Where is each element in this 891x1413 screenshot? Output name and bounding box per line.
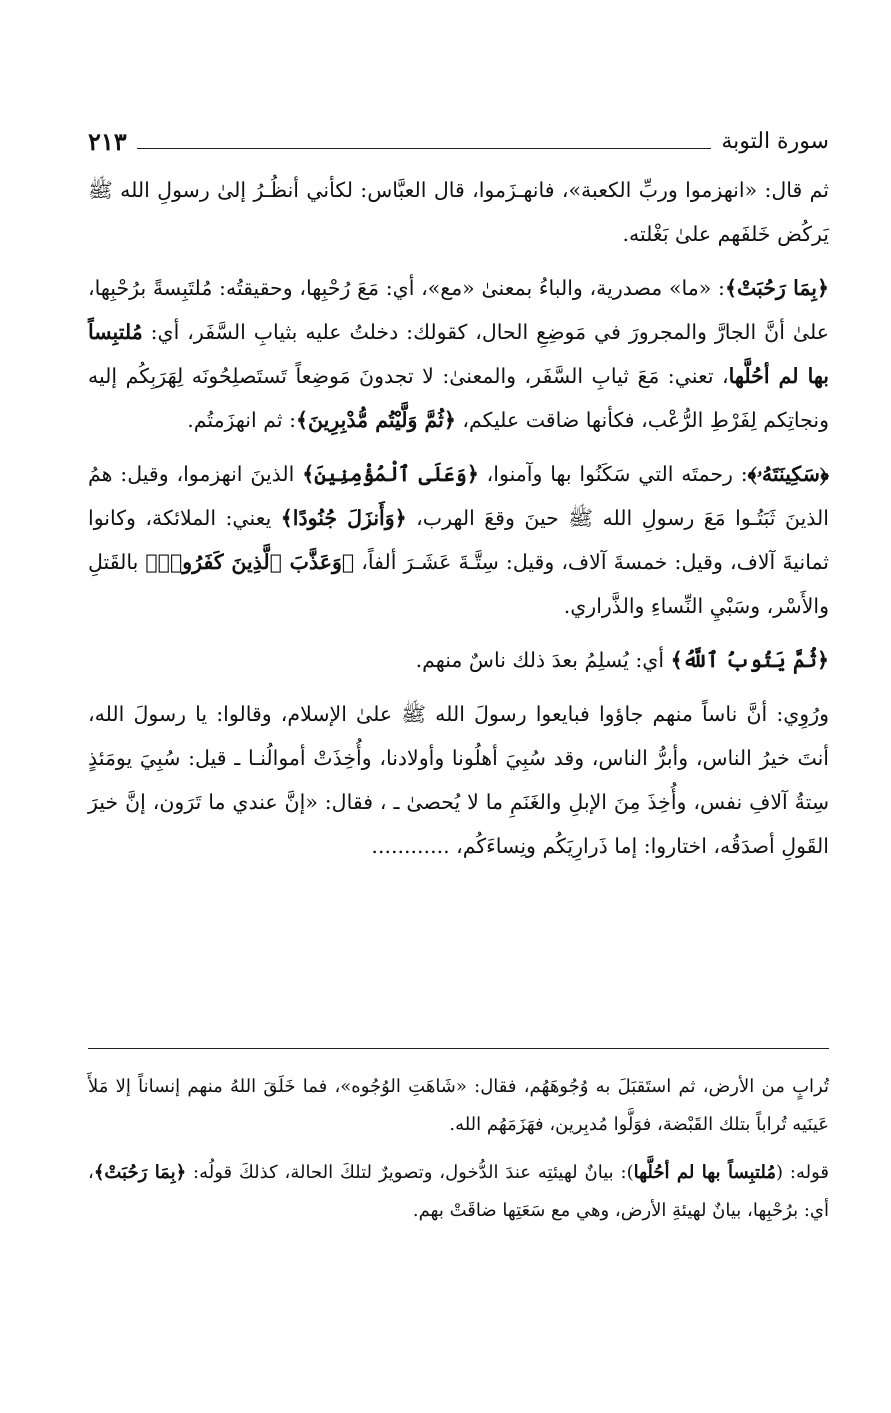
text-span: قوله: (: [776, 1162, 829, 1183]
text-span: يعني: الملائكة، وكانوا ثمانيةَ آلاف، وقيل: خمسةَ آلاف، وقيل: سِتَّـةَ عَشَـرَ ألفاً،: [88, 506, 829, 574]
text-span: أي: يُسلِمُ بعدَ ذلك ناسٌ منهم.: [415, 648, 671, 672]
text-span: الذينَ انهزموا، وقيل: همُ الذينَ ثَبَتُـوا مَعَ رسولِ الله ﷺ حينَ وقعَ الهرب،: [88, 462, 829, 530]
paragraph-1: ثم قال: «انهزموا وربِّ الكعبة»، فانهـزَموا، قال العبَّاس: لكأني أنظُـرُ إلىٰ رسولِ الله ﷺ يَركُض خَلفَهم علىٰ بَغْلته.: [88, 178, 829, 246]
footnote-text: [88, 1068, 829, 1240]
paragraph-2: [88, 266, 829, 442]
main-text: [88, 168, 829, 878]
quran-quote: ﴿وَعَذَّبَ ٱلَّذِينَ كَفَرُوا۟﴾: [145, 550, 355, 574]
quran-quote: ﴿وَأَنزَلَ جُنُودًا﴾: [280, 506, 407, 530]
quran-quote: ﴿سَكِينَتَهُۥ﴾: [747, 462, 829, 486]
page-number: ٢١٣: [88, 127, 127, 156]
quran-quote: ﴿ثُمَّ وَلَّيْتُم مُّدْبِرِينَ﴾: [296, 408, 456, 432]
footnote-separator: [88, 1048, 829, 1049]
text-span: بالقَتلِ والأَسْر، وسَبْيِ النِّساءِ والذَّراري.: [88, 550, 829, 618]
text-span: : رحمتَه التي سَكَنُوا بها وآمنوا،: [478, 462, 748, 486]
footnote-paragraph-1: تُرابٍ من الأرض، ثم استَقبَلَ به وُجُوهَهُم، فقال: «شَاهَتِ الوُجُوه»، فما خَلَقَ اللهُ منهم إنساناً إلا مَلأَ عَينَيه تُراباً بتلك القَبْضة، فوَلَّوا مُدبِرين، فهَزَمَهُم الله.: [88, 1076, 829, 1135]
text-span: ، أي: برُحْبِها، بيانٌ لهيئةِ الأرض، وهي مع سَعَتِها ضاقَتْ بهم.: [88, 1162, 829, 1221]
text-span: : «ما» مصدرية، والباءُ بمعنىٰ «مع»، أي: مَعَ رُحْبِها، وحقيقتُه: مُلتَبِسةً برُحْبِها، علىٰ أنَّ الجارَّ والمجرورَ في مَوضِعِ الحال، كقولك: دخلتُ عليه بثيابِ السَّفَر، أي:: [88, 276, 829, 344]
bold-phrase: مُلتبِساً بها لم أحُلَّها: [633, 1162, 776, 1183]
text-span: ): بيانٌ لهيئتِه عندَ الدُّخول، وتصويرٌ لتلكَ الحالة، كذلكَ قولُه:: [186, 1162, 634, 1183]
footnote-paragraph-2: [88, 1154, 829, 1230]
quran-quote: ﴿بِمَا رَحُبَتْ﴾: [724, 276, 829, 300]
paragraph-5: ورُوِي: أنَّ ناساً منهم جاؤوا فبايعوا رسولَ الله ﷺ علىٰ الإسلام، وقالوا: يا رسولَ الله، أنتَ خيرُ الناس، وأبرُّ الناس، وقد سُبِيَ أهلُونا وأولادنا، وأُخِذَتْ أموالُنـا ـ قيل: سُبِيَ يومَئذٍ سِتةُ آلافِ نفس، وأُخِذَ مِنَ الإبلِ والغَنَمِ ما لا يُحصىٰ ـ ، فقال: «إنَّ عندي ما تَرَون، إنَّ خيرَ القَولِ أصدَقُه، اختاروا: إما ذَرارِيَكُم ونِساءَكُم، ............: [88, 702, 829, 858]
text-span: : ثم انهزَمتُم.: [187, 408, 296, 432]
paragraph-3: [88, 452, 829, 628]
running-header: [88, 120, 829, 156]
quran-quote: ﴿بِمَا رَحُبَتْ﴾: [93, 1162, 187, 1183]
surah-title: سورة التوبة: [721, 129, 829, 154]
paragraph-4: [88, 638, 829, 682]
text-span: ، تعني: مَعَ ثيابِ السَّفَر، والمعنىٰ: لا تجدونَ مَوضِعاً تَستَصلِحُونَه لِهَرَبِكُم إليه ونجاتِكم لِفَرْطِ الرُّعْب، فكأنها ضاقت عليكم،: [88, 364, 829, 432]
header-rule: [137, 148, 712, 149]
quran-quote: ﴿وَعَلَى ٱلْمُؤْمِنِينَ﴾: [302, 462, 479, 486]
quran-quote: ﴿ثُمَّ يَتُوبُ ٱللَّهُ﴾: [670, 648, 829, 672]
bold-phrase: مُلتبِساً بها لم أحُلَّها: [88, 320, 829, 388]
